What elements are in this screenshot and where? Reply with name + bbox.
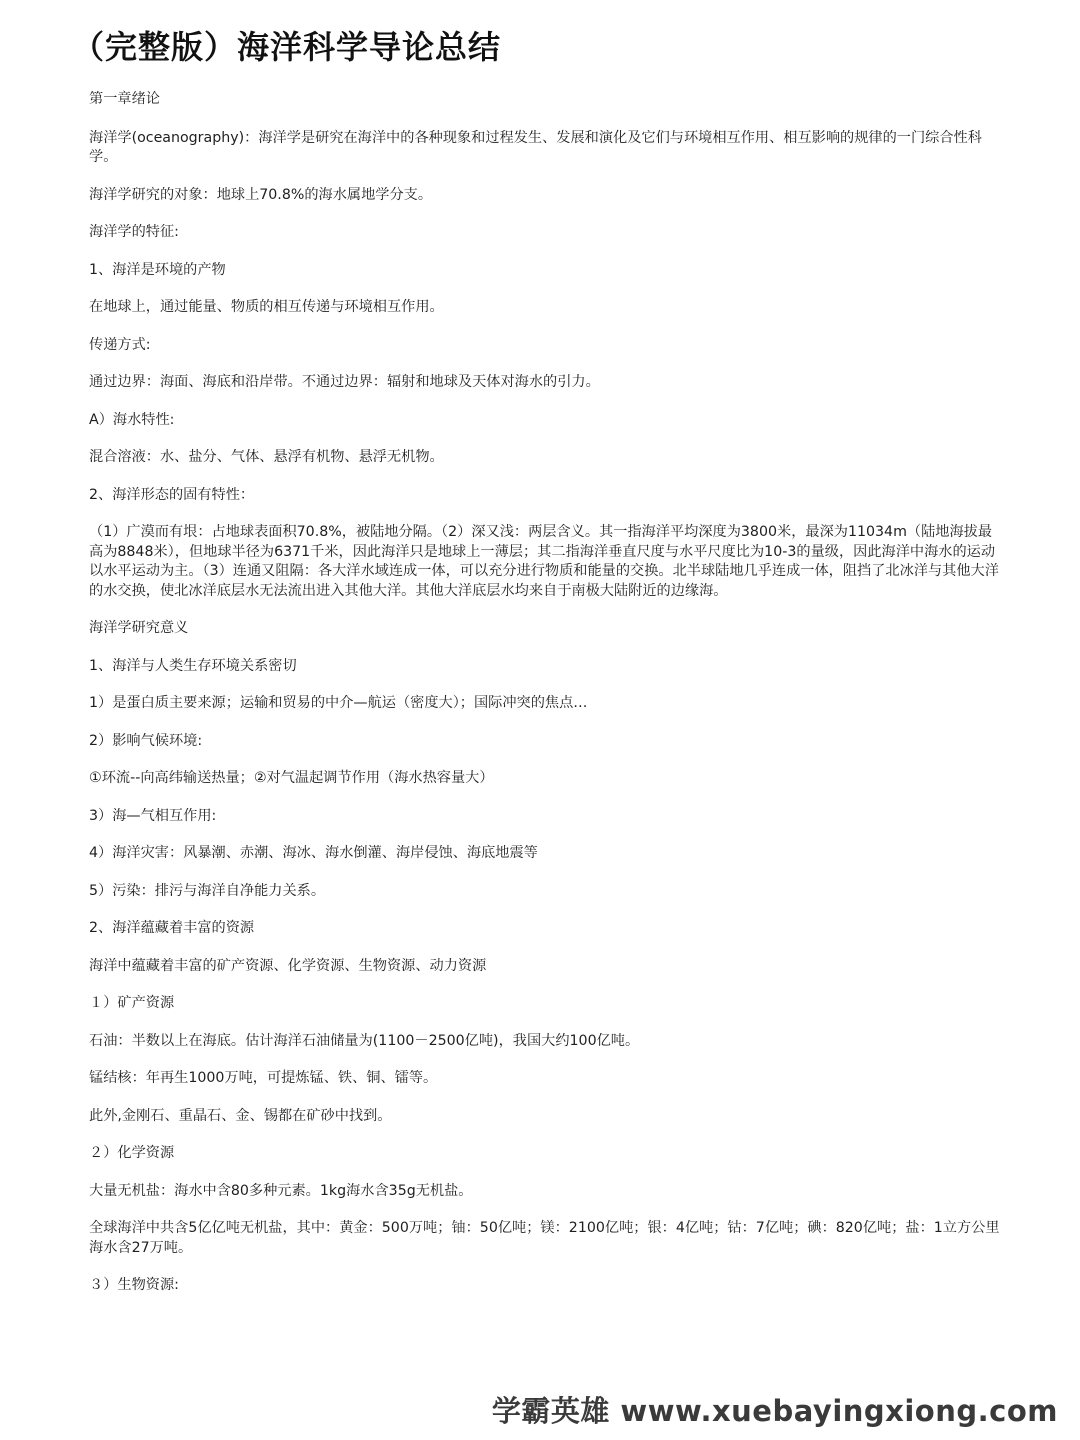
subsection-heading: ３）生物资源: bbox=[89, 1277, 179, 1293]
paragraph: 2）影响气候环境: bbox=[89, 732, 203, 749]
section-heading: 2、海洋蕴藏着丰富的资源 bbox=[89, 920, 255, 936]
paragraph: 传递方式: bbox=[89, 336, 151, 353]
section-heading: 海洋学研究意义 bbox=[89, 620, 189, 636]
paragraph: 3）海—气相互作用: bbox=[89, 807, 217, 824]
paragraph: 大量无机盐：海水中含80多种元素。1kg海水含35g无机盐。 bbox=[89, 1182, 473, 1199]
section-heading: 1、海洋是环境的产物 bbox=[89, 261, 226, 278]
paragraph: 锰结核：年再生1000万吨，可提炼锰、铁、铜、镭等。 bbox=[89, 1070, 438, 1086]
paragraph: 通过边界：海面、海底和沿岸带。不通过边界：辐射和地球及天体对海水的引力。 bbox=[89, 374, 600, 390]
paragraph: 全球海洋中共含5亿亿吨无机盐，其中：黄金：500万吨；铀：50亿吨；镁：2100亿吨；银：4亿吨；钴：7亿吨；碘：820亿吨；盐：1立方公里海水含27万吨。 bbox=[89, 1220, 1000, 1256]
paragraph: 在地球上，通过能量、物质的相互传递与环境相互作用。 bbox=[89, 299, 444, 315]
paragraph: 石油：半数以上在海底。估计海洋石油储量为(1100－2500亿吨)，我国大约100亿吨。 bbox=[89, 1032, 640, 1049]
paragraph: 混合溶液：水、盐分、气体、悬浮有机物、悬浮无机物。 bbox=[89, 449, 444, 465]
paragraph: 1）是蛋白质主要来源；运输和贸易的中介—航运（密度大）；国际冲突的焦点… bbox=[89, 695, 588, 711]
section-heading: 1、海洋与人类生存环境关系密切 bbox=[89, 657, 297, 674]
chapter-heading: 第一章绪论 bbox=[89, 91, 160, 107]
paragraph: 海洋学(oceanography)：海洋学是研究在海洋中的各种现象和过程发生、发展和演化及它们与环境相互作用、相互影响的规律的一门综合性科学。 bbox=[89, 129, 982, 165]
document-body bbox=[89, 90, 1001, 1296]
paragraph: 4）海洋灾害：风暴潮、赤潮、海冰、海水倒灌、海岸侵蚀、海底地震等 bbox=[89, 845, 538, 861]
paragraph: 海洋中蕴藏着丰富的矿产资源、化学资源、生物资源、动力资源 bbox=[89, 957, 487, 974]
paragraph: 5）污染：排污与海洋自净能力关系。 bbox=[89, 882, 326, 899]
paragraph: 此外,金刚石、重晶石、金、锡都在矿砂中找到。 bbox=[89, 1107, 392, 1124]
watermark: 学霸英雄 www.xuebayingxiong.com bbox=[491, 1394, 1058, 1428]
section-heading: 2、海洋形态的固有特性： bbox=[89, 486, 255, 503]
page-title: （完整版）海洋科学导论总结 bbox=[72, 28, 502, 66]
subsection-heading: ２）化学资源 bbox=[89, 1145, 175, 1161]
paragraph: （1）广漠而有垠：占地球表面积70.8%，被陆地分隔。（2）深又浅：两层含义。其一指海洋平均深度为3800米，最深为11034m（陆地海拔最高为8848米），但地球半径为6371千米，因此海洋只是地球上一薄层；其二指海洋垂直尺度与水平尺度比为10-3的量级，因此海洋中海水的运动以水平运动为主。（3）连通又阻隔：各大洋水域连成一体，可以充分进行物质和能量的交换。北半球陆地几乎连成一体，阻挡了北冰洋与其他大洋的水交换，使北冰洋底层水无法流出进入其他大洋。其他大洋底层水均来自于南极大陆附近的边缘海。 bbox=[89, 524, 999, 599]
paragraph: A）海水特性: bbox=[89, 411, 175, 428]
paragraph: 海洋学的特征: bbox=[89, 224, 179, 240]
paragraph: ①环流--向高纬输送热量；②对气温起调节作用（海水热容量大） bbox=[89, 770, 494, 786]
paragraph: 海洋学研究的对象：地球上70.8%的海水属地学分支。 bbox=[89, 186, 433, 203]
subsection-heading: １）矿产资源 bbox=[89, 995, 175, 1011]
